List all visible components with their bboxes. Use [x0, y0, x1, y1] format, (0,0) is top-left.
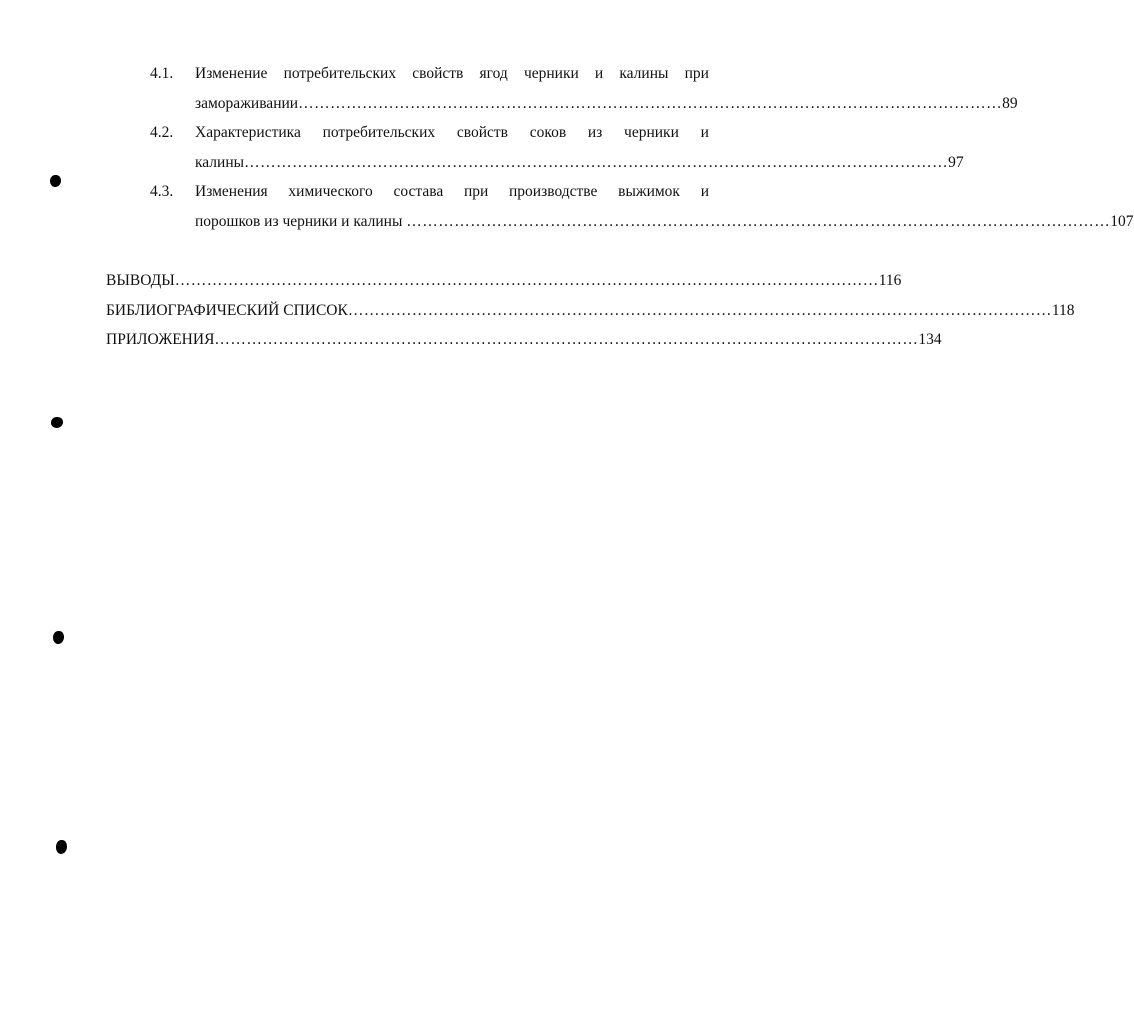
leader-dots: …………………………………………………………………………………………………………………… — [347, 302, 1052, 319]
section-title-line1: Изменения химического состава при производстве выжимок и — [195, 183, 709, 200]
leader-dots: …………………………………………………………………………………………………………………… — [244, 154, 949, 171]
leader-dots: …………………………………………………………………………………………………………………… — [214, 331, 919, 348]
section-title-continuation: замораживании — [195, 95, 299, 112]
section-title-continuation: калины — [195, 154, 245, 171]
page-number: 118 — [1051, 302, 1075, 319]
page-number: 107 — [1110, 213, 1134, 230]
section-title-line2 — [195, 94, 1018, 114]
section-number: 4.3. — [150, 183, 174, 200]
section-title-continuation: порошков из черники и калины — [195, 213, 407, 230]
entry-title: ПРИЛОЖЕНИЯ — [106, 331, 215, 348]
section-title-line1: Изменение потребительских свойств ягод черники и калины при — [195, 65, 709, 82]
punch-hole-4 — [56, 840, 67, 854]
entry-title: ВЫВОДЫ — [106, 272, 175, 289]
page-number: 116 — [878, 272, 902, 289]
punch-hole-3 — [53, 631, 64, 644]
section-number: 4.2. — [150, 124, 174, 141]
toc-entry-bibliography — [106, 301, 1075, 321]
leader-dots: …………………………………………………………………………………………………………………… — [298, 95, 1003, 112]
section-number: 4.1. — [150, 65, 174, 82]
section-title-line2 — [195, 212, 1134, 232]
section-title-line1: Характеристика потребительских свойств соков из черники и — [195, 124, 709, 141]
toc-entry-conclusions — [106, 271, 902, 291]
toc-entry-appendices — [106, 330, 942, 350]
section-title-line2 — [195, 153, 964, 173]
page-number: 134 — [918, 331, 942, 348]
leader-dots: …………………………………………………………………………………………………………………… — [174, 272, 879, 289]
entry-title: БИБЛИОГРАФИЧЕСКИЙ СПИСОК — [106, 302, 348, 319]
page-number: 89 — [1002, 95, 1018, 112]
punch-hole-2 — [51, 417, 63, 428]
page-number: 97 — [948, 154, 964, 171]
leader-dots: …………………………………………………………………………………………………………………… — [406, 213, 1111, 230]
punch-hole-1 — [50, 175, 61, 187]
